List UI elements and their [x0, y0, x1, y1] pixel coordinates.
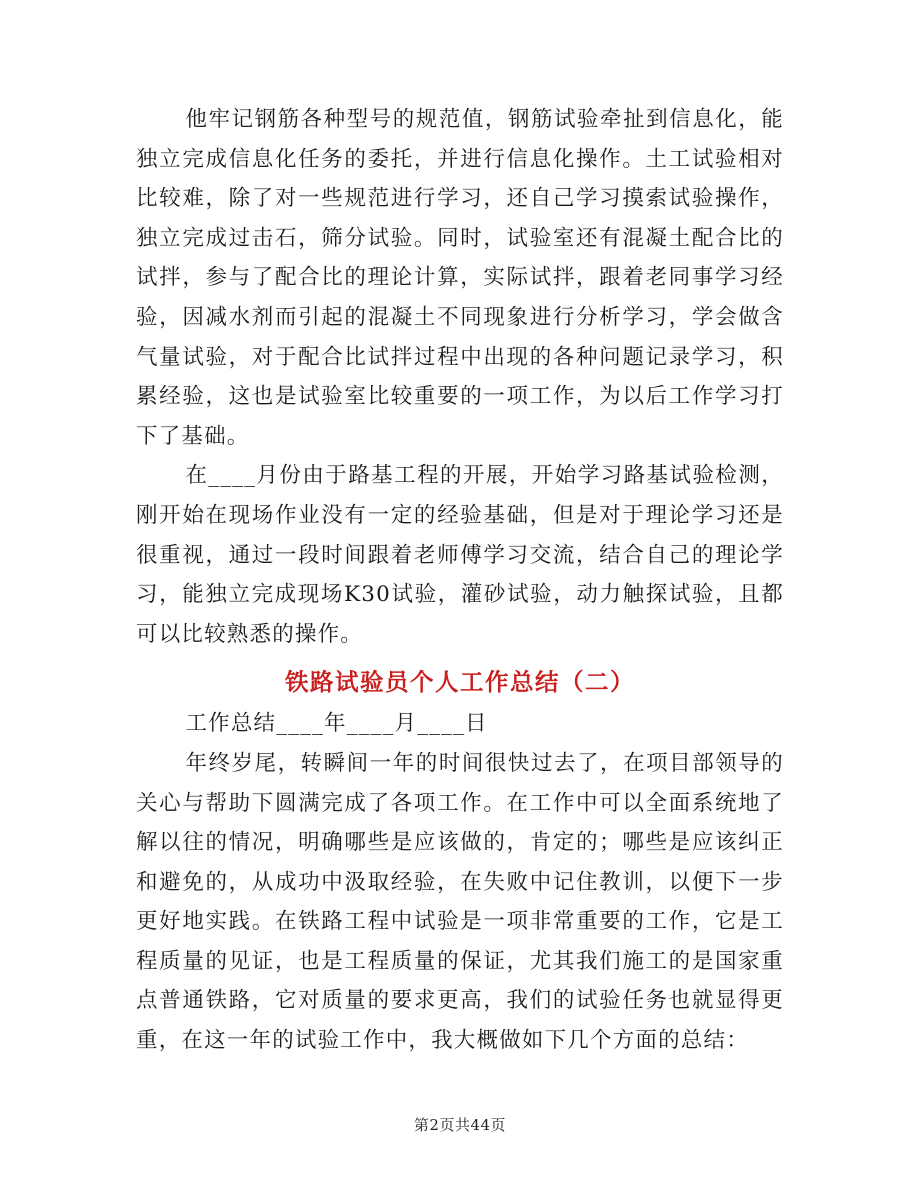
section-title: 铁路试验员个人工作总结（二） [285, 668, 635, 697]
document-page [136, 100, 784, 1061]
paragraph-subgrade-testing: 在____月份由于路基工程的开展，开始学习路基试验检测，刚开始在现场作业没有一定的经验基础，但是对于理论学习还是很重视，通过一段时间跟着老师傅学习交流，结合自己的理论学习，能独立完成现场K30试验，灌砂试验，动力触探试验，且都可以比较熟悉的操作。 [136, 463, 784, 647]
paragraph-year-end-summary: 年终岁尾，转瞬间一年的时间很快过去了，在项目部领导的关心与帮助下圆满完成了各项工作。在工作中可以全面系统地了解以往的情况，明确哪些是应该做的，肯定的；哪些是应该纠正和避免的，从成功中汲取经验，在失败中记住教训，以便下一步更好地实践。在铁路工程中试验是一项非常重要的工作，它是工程质量的见证，也是工程质量的保证，尤其我们施工的是国家重点普通铁路，它对质量的要求更高，我们的试验任务也就显得更重，在这一年的试验工作中，我大概做如下几个方面的总结： [136, 750, 784, 1054]
paragraph-rebar-testing: 他牢记钢筋各种型号的规范值，钢筋试验牵扯到信息化，能独立完成信息化任务的委托，并进行信息化操作。土工试验相对比较难，除了对一些规范进行学习，还自己学习摸索试验操作，独立完成过击石，筛分试验。同时，试验室还有混凝土配合比的试拌，参与了配合比的理论计算，实际试拌，跟着老同事学习经验，因减水剂而引起的混凝土不同现象进行分析学习，学会做含气量试验，对于配合比试拌过程中出现的各种问题记录学习，积累经验，这也是试验室比较重要的一项工作，为以后工作学习打下了基础。 [136, 107, 784, 449]
page-number-footer: 第2页共44页 [413, 1116, 507, 1134]
date-line: 工作总结____年____月____日 [185, 711, 488, 737]
